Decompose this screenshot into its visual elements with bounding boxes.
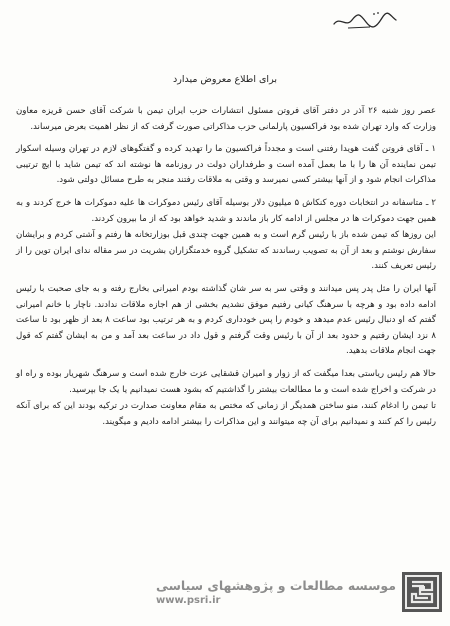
paragraph: آنها ایران را مثل پدر پس میدانند و وقتی سر به سر شان گذاشته بودم امیرانی بخارج رفته و به جای صحبت با رئیس ادامه داده بود و هرچه با سرهنگ کیانی رفتیم موفق نشدیم بخشی از هم اجازه ملاقات ندادند. ناچار با خانم امیرانی گفتم که او دنبال رئیس عدم میدهد و خودم را پس خودداری کردم و به هر ترتیب بود ساعت ۸ بعد از ظهر بود تا ساعت ۸ نزد ایشان رفتیم و حدود بعد از آن با رئیس وقت گرفتم و قول داد در ساعت بعد آمد و من به ایشان گفتم که قول جهت انجام ملاقات بدهید. (16, 283, 436, 357)
paragraph: تا تیمن را ادغام کنند، منو ساختن همدیگر از زمانی که مختص به مقام معاونت صدارت در ترکیه بودند این که برای آنکه رئیس را کم کنند و نمیدانیم برای آن چه میتوانند و این مذاکرات را بیشتر ادامه دادیم و میگویند. (16, 401, 436, 427)
paragraph: ۱ ـ آقای فروتن گفت هویدا رفتنی است و مجدداً فراکسیون ما را تهدید کرده و گفتگوهای لازم در تهران وسیله اسکوار تیمن نماینده آن ها را با ما بعمل آمده است و طرفداران دولت در روزنامه ها نوشته اند که تیمن شاید با ایچ ترتیبی مذاکرات انجام شود و از آنها بیشتر کسی نمیرسد و وقتی به ملاقات رفتند منجر به طرح مسائل دولتی شود. (16, 144, 436, 186)
watermark-url: www.psri.ir (155, 595, 221, 606)
paragraph: ۲ ـ متاسفانه در انتخابات دوره کنکاش ۵ میلیون دلار بوسیله آقای رئیس دموکرات ها علیه دموکرات ها خرج کردند و به همین جهت دموکرات ها در مجلس از ادامه کار باز ماندند و شدید خواهد بود که از ما بیرون کردند. (16, 197, 436, 224)
watermark-name: موسسه مطالعات و پژوهشهای سیاسی (155, 578, 396, 593)
paragraph: این روزها که تیمن شده باز با رئیس گرم است و به همین جهت چندی قبل بوزارتخانه ها رفتم و آشتی کردم و برایشان سفارش نوشتم و بعد از آن به تصویب رساندند که تشکیل گروه خدمتگزاران بشریت در سر مقاله ندای ایران توین را از رئیس تعریف کنند. (16, 230, 436, 272)
paragraph: حالا هم رئیس ریاستی بعدا میگفت که از زوار و امیران قشقایی عزت خارج شده است و سرهنگ شهریار بوده و راه او در شرکت و اخراج شده است و ما مطالعات بیشتر را گذاشتیم که بشود هست نمیدانیم یا یک جا بپرسید. (16, 368, 436, 395)
document-heading: برای اطلاع معروض میدارد (173, 74, 277, 85)
paragraph: عصر روز شنبه ۲۶ آذر در دفتر آقای فروتن مسئول انتشارات حزب ایران تیمن با شرکت آقای حسن قریزه معاون وزارت که وارد تهران شده بود فراکسیون پارلمانی حزب مذاکراتی صورت گرفت که از نظر اهمیت بعرض میرساند. (16, 106, 436, 132)
document-body (16, 104, 436, 431)
handwritten-signature (330, 6, 400, 36)
institute-logo-icon (402, 572, 442, 612)
watermark (106, 563, 442, 621)
